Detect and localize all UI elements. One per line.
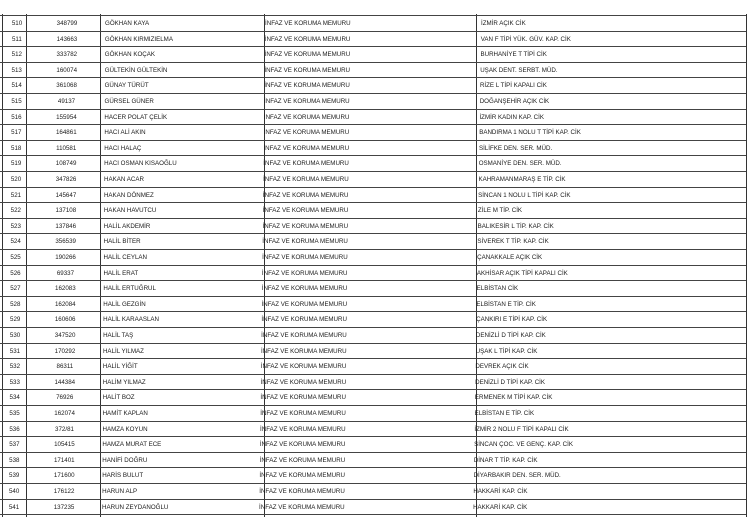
table-row: [0, 406, 750, 422]
row-number: 524: [10, 238, 21, 246]
table-row: [0, 203, 750, 219]
row-number: 523: [10, 222, 21, 230]
assigned-unit: ÇANAKKALE AÇIK CİK: [477, 254, 543, 261]
row-number: 517: [11, 129, 22, 137]
job-title: İNFAZ VE KORUMA MEMURU: [262, 222, 349, 230]
person-name: HALİL ERTUĞRUL: [103, 285, 156, 293]
row-number: 514: [11, 82, 22, 90]
job-title: İNFAZ VE KORUMA MEMURU: [261, 300, 348, 308]
table-row: [0, 78, 750, 94]
registry-number: 372/81: [55, 425, 74, 433]
assigned-unit: BALIKESİR L TİP. KAP. CİK: [477, 222, 554, 230]
job-title: İNFAZ VE KORUMA MEMURU: [260, 425, 346, 433]
row-number: 510: [11, 20, 23, 27]
registry-number: 137846: [55, 222, 77, 230]
person-name: HAMİT KAPLAN: [102, 410, 148, 417]
job-title: İNFAZ VE KORUMA MEMURU: [262, 207, 349, 215]
assigned-unit: SİNCAN ÇOC. VE GENÇ. KAP. CİK: [474, 441, 573, 449]
assigned-unit: BURHANİYE T TİPİ CİK: [480, 51, 547, 59]
table-row: [0, 188, 750, 204]
assigned-unit: AKHİSAR AÇIK TİPİ KAPALI CİK: [476, 269, 568, 277]
row-number: 526: [10, 269, 21, 277]
row-number: 512: [11, 51, 22, 59]
table-row: [0, 468, 750, 484]
person-name: GÖKHAN KIRMIZIELMA: [104, 35, 173, 43]
job-title: İNFAZ VE KORUMA MEMURU: [264, 51, 351, 59]
person-name: HALİL YİĞİT: [102, 363, 138, 371]
table-row: [0, 375, 750, 391]
row-number: 518: [11, 144, 22, 152]
job-title: İNFAZ VE KORUMA MEMURU: [260, 410, 346, 417]
table-row: [0, 453, 750, 469]
row-number: 516: [11, 113, 22, 121]
registry-number: 160606: [54, 316, 76, 324]
registry-number: 348799: [56, 20, 78, 27]
job-title: İNFAZ VE KORUMA MEMURU: [259, 441, 346, 449]
row-number: 525: [10, 254, 21, 261]
person-name: HALİT BOZ: [102, 394, 135, 402]
person-name: HALİL CEYLAN: [103, 254, 147, 261]
registry-number: 356539: [55, 238, 76, 246]
person-name: HANİFİ DOĞRU: [102, 456, 148, 464]
assigned-unit: KAHRAMANMARAŞ E TİP. CİK: [478, 176, 566, 183]
row-number: 513: [11, 66, 22, 74]
assigned-unit: İZMİR 2 NOLU F TİPİ KAPALI CİK: [474, 425, 569, 433]
job-title: İNFAZ VE KORUMA MEMURU: [261, 332, 347, 339]
table-row: [0, 219, 750, 235]
assigned-unit: OSMANİYE DEN. SER. MÜD.: [478, 160, 562, 168]
assigned-unit: SİLİFKE DEN. SER. MÜD.: [478, 144, 553, 152]
row-number: 519: [10, 160, 22, 168]
table-row: [0, 125, 750, 141]
person-name: HARUN ALP: [102, 488, 138, 495]
registry-number: 145647: [55, 191, 77, 199]
registry-number: 108749: [55, 160, 77, 168]
registry-number: 333782: [56, 51, 78, 59]
person-name: HARİS BULUT: [102, 472, 144, 480]
row-number: 531: [9, 347, 21, 355]
job-title: İNFAZ VE KORUMA MEMURU: [263, 144, 350, 152]
table-row: [0, 110, 750, 126]
person-name: HALİM YILMAZ: [102, 378, 146, 386]
row-number: 536: [9, 425, 20, 433]
assigned-unit: SİVEREK T TİP. KAP. CİK: [477, 238, 549, 246]
table-row: [0, 500, 750, 516]
row-number: 540: [8, 488, 20, 495]
registry-number: 171600: [53, 472, 75, 480]
job-title: İNFAZ VE KORUMA MEMURU: [259, 456, 346, 464]
registry-number: 137235: [53, 503, 75, 511]
job-title: İNFAZ VE KORUMA MEMURU: [259, 503, 345, 511]
assigned-unit: HAKKARİ KAP. CİK: [473, 503, 528, 511]
job-title: İNFAZ VE KORUMA MEMURU: [263, 113, 350, 121]
job-title: İNFAZ VE KORUMA MEMURU: [264, 98, 350, 105]
assigned-unit: BANDIRMA 1 NOLU T TİPİ KAP. CİK: [479, 129, 581, 137]
person-name: HAMZA KOYUN: [102, 425, 148, 433]
assigned-unit: UŞAK DENT. SERBT. MÜD.: [480, 66, 558, 74]
registry-number: 105415: [54, 441, 75, 449]
person-name: GÜNAY TÜRÜT: [104, 82, 149, 90]
row-number: 541: [8, 503, 20, 511]
registry-number: 49137: [57, 98, 76, 105]
row-number: 534: [9, 394, 20, 402]
table-row: [0, 484, 750, 500]
job-title: İNFAZ VE KORUMA MEMURU: [260, 378, 347, 386]
table-row: [0, 172, 750, 188]
person-name: HACI OSMAN KISAOĞLU: [104, 160, 177, 168]
job-title: İNFAZ VE KORUMA MEMURU: [263, 129, 350, 137]
table-row: [0, 32, 750, 48]
job-title: İNFAZ VE KORUMA MEMURU: [264, 66, 351, 74]
assigned-unit: VAN F TİPİ YÜK. GÜV. KAP. CİK: [480, 35, 571, 43]
table-row: [0, 16, 750, 32]
job-title: İNFAZ VE KORUMA MEMURU: [262, 191, 349, 199]
assigned-unit: UŞAK L TİPİ KAP. CİK: [475, 347, 538, 355]
job-title: İNFAZ VE KORUMA MEMURU: [262, 238, 348, 246]
table-row: [0, 63, 750, 79]
row-number: 527: [10, 285, 21, 293]
registry-number: 347826: [55, 176, 77, 183]
registry-number: 76926: [56, 394, 74, 402]
table-row: [0, 297, 750, 313]
person-name: HAMZA MURAT ECE: [102, 441, 162, 449]
person-name: HALİL AKDEMİR: [103, 222, 151, 230]
registry-number: 171401: [53, 456, 75, 464]
person-name: GÜRSEL GÜNER: [104, 98, 154, 105]
row-number: 515: [11, 98, 22, 105]
registry-number: 162083: [55, 285, 76, 293]
assigned-unit: ERMENEK M TİPİ KAP. CİK: [474, 394, 553, 402]
table-row: [0, 47, 750, 63]
assigned-unit: DENİZLİ D TİPİ KAP. CİK: [475, 378, 546, 386]
row-number: 533: [9, 378, 20, 386]
person-name: GÜLTEKİN GÜLTEKİN: [104, 66, 168, 74]
person-name: HARUN ZEYDANOĞLU: [102, 503, 169, 511]
registry-number: 190266: [55, 254, 76, 261]
table-row: [0, 156, 750, 172]
table-row: [0, 141, 750, 157]
row-number: 521: [10, 191, 22, 199]
assigned-unit: DENİZLİ D TİPİ KAP. CİK: [475, 332, 546, 339]
table-row: [0, 328, 750, 344]
row-number: 522: [10, 207, 21, 215]
row-number: 537: [9, 441, 20, 449]
registry-number: 162084: [54, 300, 76, 308]
registry-number: 110581: [56, 144, 77, 152]
table-row: [0, 234, 750, 250]
row-number: 528: [10, 300, 21, 308]
person-name: HACI ALİ AKIN: [104, 129, 146, 137]
assigned-unit: ELBİSTAN CİK: [476, 285, 519, 293]
job-title: İNFAZ VE KORUMA MEMURU: [260, 363, 347, 371]
table-row: [0, 422, 750, 438]
person-name: HALİL TAŞ: [103, 332, 134, 339]
person-name: HAKAN HAVUTCU: [103, 207, 157, 215]
job-title: İNFAZ VE KORUMA MEMURU: [260, 347, 347, 355]
row-number: 530: [9, 332, 21, 339]
table-row: [0, 266, 750, 282]
person-name: HALİL GEZGİN: [103, 300, 146, 308]
person-name: HALİL KARAASLAN: [103, 316, 159, 324]
person-name: HALİL ERAT: [103, 269, 139, 277]
job-title: İNFAZ VE KORUMA MEMURU: [263, 176, 349, 183]
row-number: 532: [9, 363, 21, 371]
row-number: 511: [11, 35, 22, 43]
table-row: [0, 312, 750, 328]
person-name: GÖKHAN KAYA: [105, 20, 150, 27]
person-name: GÖKHAN KOÇAK: [104, 51, 155, 59]
assigned-unit: DİYARBAKIR DEN. SER. MÜD.: [473, 472, 561, 480]
job-title: İNFAZ VE KORUMA MEMURU: [264, 82, 350, 90]
assigned-unit: HAKKARİ KAP. CİK: [473, 488, 528, 495]
table-row: [0, 94, 750, 110]
registry-number: 144384: [54, 378, 76, 386]
person-name: HACI HALAÇ: [104, 144, 142, 152]
assigned-unit: ELBİSTAN E TİP. CİK: [474, 410, 535, 417]
assigned-unit: ZİLE M TİP. CİK: [477, 207, 523, 215]
registry-number: 160074: [56, 66, 78, 74]
registry-number: 155954: [56, 113, 77, 121]
registry-number: 143663: [56, 35, 78, 43]
job-title: İNFAZ VE KORUMA MEMURU: [263, 160, 349, 168]
registry-number: 347520: [54, 332, 76, 339]
assigned-unit: DEVREK AÇIK CİK: [475, 363, 529, 371]
registry-number: 137108: [55, 207, 77, 215]
table-row: [0, 359, 750, 375]
registry-number: 162074: [54, 410, 75, 417]
registry-number: 170292: [54, 347, 76, 355]
table-row: [0, 250, 750, 266]
row-number: 538: [9, 456, 20, 464]
person-name: HALİL YILMAZ: [102, 347, 144, 355]
job-title: İNFAZ VE KORUMA MEMURU: [261, 316, 347, 324]
registry-number: 361068: [56, 82, 77, 90]
person-name: HALİL BİTER: [103, 238, 141, 246]
assigned-unit: DİNAR T TİP. KAP. CİK: [473, 456, 538, 464]
person-name: HACER POLAT ÇELİK: [104, 113, 168, 121]
row-number: 535: [9, 410, 20, 417]
job-title: İNFAZ VE KORUMA MEMURU: [260, 394, 346, 402]
job-title: İNFAZ VE KORUMA MEMURU: [261, 285, 348, 293]
row-number: 539: [9, 472, 20, 480]
assigned-unit: SİNCAN 1 NOLU L TİPİ KAP. CİK: [478, 191, 571, 199]
row-number: 520: [10, 176, 22, 183]
assigned-unit: İZMİR AÇIK CİK: [481, 20, 526, 27]
assigned-unit: ELBİSTAN E TİP. CİK: [476, 300, 536, 308]
job-title: İNFAZ VE KORUMA MEMURU: [262, 254, 348, 261]
registry-number: 164861: [55, 129, 77, 137]
job-title: İNFAZ VE KORUMA MEMURU: [259, 472, 346, 480]
row-number: 529: [10, 316, 21, 324]
person-name: HAKAN ACAR: [104, 176, 144, 183]
assigned-unit: RİZE L TİPİ KAPALI CİK: [479, 82, 547, 90]
table-row: [0, 390, 750, 406]
registry-number: 69337: [56, 269, 75, 277]
registry-number: 86311: [56, 363, 74, 371]
job-title: İNFAZ VE KORUMA MEMURU: [261, 269, 348, 277]
table-row: [0, 437, 750, 453]
table-row: [0, 281, 750, 297]
assigned-unit: ÇANKIRI E TİPİ KAP. CİK: [476, 316, 548, 324]
person-name: HAKAN DÖNMEZ: [103, 191, 154, 199]
table-row: [0, 344, 750, 360]
job-title: İNFAZ VE KORUMA MEMURU: [264, 35, 351, 43]
assigned-unit: DOĞANŞEHİR AÇIK CİK: [479, 98, 550, 105]
job-title: İNFAZ VE KORUMA MEMURU: [259, 488, 345, 495]
assigned-unit: İZMİR KADIN KAP. CİK: [479, 113, 544, 121]
registry-number: 176122: [53, 488, 75, 495]
job-title: İNFAZ VE KORUMA MEMURU: [265, 20, 351, 27]
